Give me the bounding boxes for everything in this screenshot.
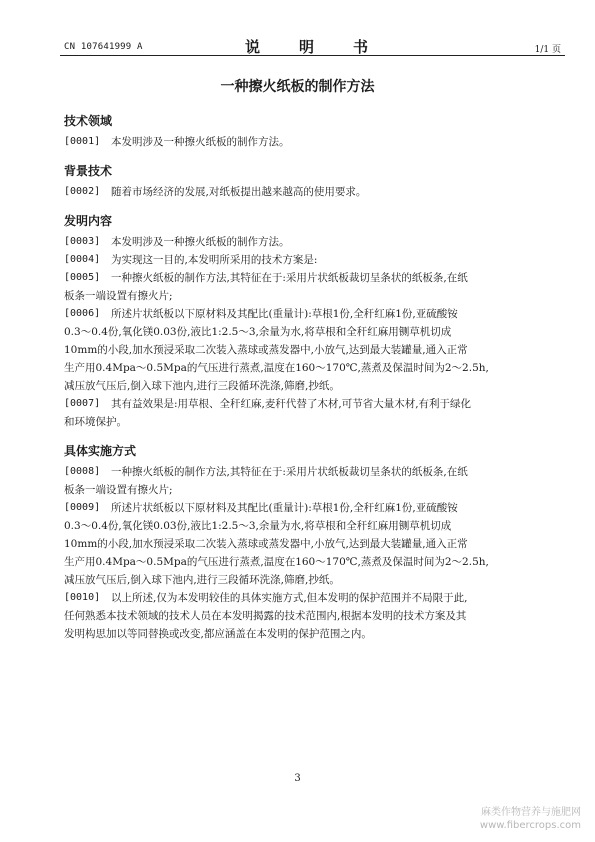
paragraph-text xyxy=(111,233,550,251)
paragraph xyxy=(64,305,550,395)
text-line: 减压放气压后,倒入球下池内,进行三段循环洗涤,筛磨,抄纸。 xyxy=(64,380,340,392)
paragraph xyxy=(64,463,550,499)
paragraph-number: [0003] xyxy=(64,236,101,247)
section xyxy=(64,442,550,643)
paragraph xyxy=(64,251,550,269)
document-type: 说 明 书 xyxy=(244,38,380,56)
section-heading: 背景技术 xyxy=(64,164,113,178)
document-body xyxy=(64,112,550,654)
paragraph-number: [0006] xyxy=(64,308,101,319)
text-line: 所述片状纸板以下原材料及其配比(重量计):草根1份,全秆红麻1份,亚硫酸铵 xyxy=(111,308,458,320)
section xyxy=(64,212,550,431)
text-line: 一种擦火纸板的制作方法,其特征在于:采用片状纸板裁切呈条状的纸板条,在纸 xyxy=(111,272,468,284)
text-line: 发明构思加以等同替换或改变,都应涵盖在本发明的保护范围之内。 xyxy=(64,628,372,640)
section-heading: 发明内容 xyxy=(64,214,113,228)
section-heading: 具体实施方式 xyxy=(64,444,137,458)
section xyxy=(64,112,550,151)
text-line: 所述片状纸板以下原材料及其配比(重量计):草根1份,全秆红麻1份,亚硫酸铵 xyxy=(111,502,458,514)
text-line: 一种擦火纸板的制作方法,其特征在于:采用片状纸板裁切呈条状的纸板条,在纸 xyxy=(111,466,468,478)
paragraph-text xyxy=(111,183,550,201)
publication-number: CN 107641999 A xyxy=(64,42,143,52)
paragraph-text xyxy=(111,133,550,151)
text-line: 减压放气压后,倒入球下池内,进行三段循环洗涤,筛磨,抄纸。 xyxy=(64,574,340,586)
text-line: 其有益效果是:用草根、全秆红麻,麦秆代替了木材,可节省大量木材,有利于绿化 xyxy=(111,398,472,410)
text-line: 随着市场经济的发展,对纸板提出越来越高的使用要求。 xyxy=(111,186,367,198)
text-line: 任何熟悉本技术领域的技术人员在本发明揭露的技术范围内,根据本发明的技术方案及其 xyxy=(64,610,467,622)
text-line: 本发明涉及一种擦火纸板的制作方法。 xyxy=(111,236,290,248)
paragraph-number: [0001] xyxy=(64,136,101,147)
section xyxy=(64,162,550,201)
paragraph-number: [0002] xyxy=(64,186,101,197)
text-line: 以上所述,仅为本发明较佳的具体实施方式,但本发明的保护范围并不局限于此, xyxy=(111,592,468,604)
page-indicator: 1/1 页 xyxy=(534,45,561,55)
paragraph-number: [0005] xyxy=(64,272,101,283)
page-number: 3 xyxy=(294,773,301,784)
text-line: 生产用0.4Mpa～0.5Mpa的气压进行蒸煮,温度在160～170℃,蒸煮及保温时间为2～2.5h, xyxy=(64,556,489,568)
text-line: 10mm的小段,加水预浸采取二次装入蒸球或蒸发器中,小放气,达到最大装罐量,通入正常 xyxy=(64,344,468,356)
text-line: 本发明涉及一种擦火纸板的制作方法。 xyxy=(111,136,290,148)
paragraph-number: [0010] xyxy=(64,592,101,603)
watermark xyxy=(480,806,581,832)
text-line: 板条一端设置有擦火片; xyxy=(64,290,173,302)
page-header xyxy=(60,28,565,54)
text-line: 板条一端设置有擦火片; xyxy=(64,484,173,496)
paragraph-number: [0009] xyxy=(64,502,101,513)
paragraph-number: [0007] xyxy=(64,398,101,409)
text-line: 0.3～0.4份,氧化镁0.03份,液比1:2.5～3,余量为水,将草根和全秆红麻用铡草机切成 xyxy=(64,520,452,532)
paragraph xyxy=(64,233,550,251)
text-line: 和环境保护。 xyxy=(64,416,127,428)
paragraph xyxy=(64,395,550,431)
paragraph xyxy=(64,499,550,589)
paragraph-number: [0008] xyxy=(64,466,101,477)
text-line: 生产用0.4Mpa～0.5Mpa的气压进行蒸煮,温度在160～170℃,蒸煮及保温时间为2～2.5h, xyxy=(64,362,489,374)
text-line: 0.3～0.4份,氧化镁0.03份,液比1:2.5～3,余量为水,将草根和全秆红麻用铡草机切成 xyxy=(64,326,452,338)
header-rule xyxy=(60,55,565,56)
watermark-line: www.fibercrops.com xyxy=(479,820,581,831)
text-line: 10mm的小段,加水预浸采取二次装入蒸球或蒸发器中,小放气,达到最大装罐量,通入正常 xyxy=(64,538,468,550)
document-title: 一种擦火纸板的制作方法 xyxy=(220,79,375,95)
paragraph-text xyxy=(111,251,550,269)
paragraph xyxy=(64,269,550,305)
section-heading: 技术领域 xyxy=(64,114,113,128)
text-line: 为实现这一目的,本发明所采用的技术方案是: xyxy=(111,254,318,266)
paragraph xyxy=(64,133,550,151)
paragraph-number: [0004] xyxy=(64,254,101,265)
paragraph xyxy=(64,589,550,643)
watermark-line: 麻类作物营养与施肥网 xyxy=(481,807,581,818)
paragraph xyxy=(64,183,550,201)
